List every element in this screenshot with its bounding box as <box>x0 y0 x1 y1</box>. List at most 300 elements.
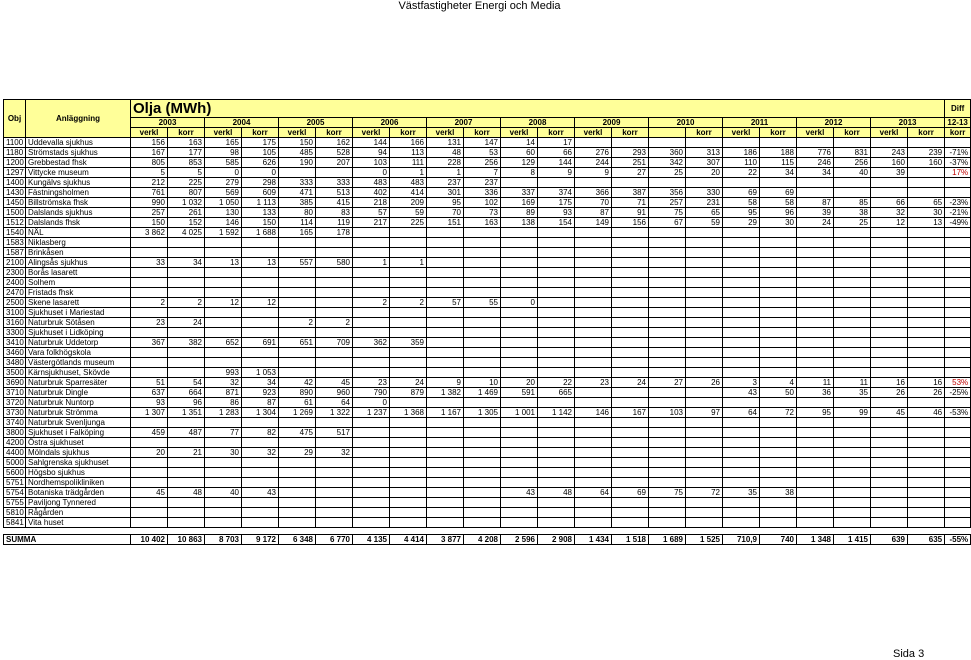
value-cell <box>797 458 834 468</box>
value-cell <box>242 248 279 258</box>
value-cell <box>131 478 168 488</box>
value-cell <box>871 368 908 378</box>
value-cell: 54 <box>168 378 205 388</box>
value-cell <box>649 268 686 278</box>
value-cell: 415 <box>316 198 353 208</box>
value-cell <box>797 268 834 278</box>
table-row <box>4 498 971 508</box>
row-id: 2470 <box>4 288 26 298</box>
value-cell <box>686 448 723 458</box>
value-cell <box>353 318 390 328</box>
value-cell <box>908 498 945 508</box>
value-cell <box>390 458 427 468</box>
spacer-cell <box>4 528 971 535</box>
value-cell: 160 <box>871 158 908 168</box>
subhead: korr <box>686 128 723 138</box>
value-cell <box>427 448 464 458</box>
value-cell <box>242 288 279 298</box>
value-cell: 21 <box>168 448 205 458</box>
diff-cell: -53% <box>945 408 971 418</box>
value-cell <box>279 458 316 468</box>
value-cell: 665 <box>538 388 575 398</box>
value-cell <box>538 518 575 528</box>
value-cell: 162 <box>316 138 353 148</box>
row-name: Dalslands sjukhus <box>26 208 131 218</box>
row-id: 3160 <box>4 318 26 328</box>
value-cell <box>649 458 686 468</box>
value-cell <box>353 438 390 448</box>
value-cell: 20 <box>501 378 538 388</box>
row-id: 1512 <box>4 218 26 228</box>
value-cell <box>205 268 242 278</box>
value-cell <box>316 238 353 248</box>
value-cell <box>871 398 908 408</box>
value-cell: 91 <box>612 208 649 218</box>
value-cell <box>575 248 612 258</box>
value-cell <box>316 458 353 468</box>
value-cell: 790 <box>353 388 390 398</box>
row-name: Billströmska fhsk <box>26 198 131 208</box>
value-cell <box>427 468 464 478</box>
value-cell: 71 <box>612 198 649 208</box>
row-id: 3720 <box>4 398 26 408</box>
diff-cell <box>945 248 971 258</box>
value-cell <box>279 308 316 318</box>
value-cell: 9 <box>538 168 575 178</box>
value-cell <box>834 328 871 338</box>
value-cell: 1 307 <box>131 408 168 418</box>
value-cell: 39 <box>797 208 834 218</box>
table-row <box>4 298 971 308</box>
row-id: 2300 <box>4 268 26 278</box>
value-cell <box>427 418 464 428</box>
value-cell <box>279 478 316 488</box>
value-cell: 1 469 <box>464 388 501 398</box>
value-cell: 103 <box>649 408 686 418</box>
value-cell: 366 <box>575 188 612 198</box>
value-cell <box>612 468 649 478</box>
value-cell <box>871 248 908 258</box>
value-cell: 167 <box>131 148 168 158</box>
value-cell <box>501 438 538 448</box>
diff-sub-header: 12-13 <box>945 118 971 128</box>
value-cell <box>205 318 242 328</box>
value-cell <box>538 508 575 518</box>
value-cell <box>834 478 871 488</box>
value-cell: 12 <box>242 298 279 308</box>
value-cell <box>427 398 464 408</box>
value-cell <box>686 498 723 508</box>
value-cell <box>649 328 686 338</box>
value-cell <box>760 298 797 308</box>
value-cell <box>575 348 612 358</box>
value-cell: 637 <box>131 388 168 398</box>
value-cell: 517 <box>316 428 353 438</box>
value-cell <box>760 438 797 448</box>
value-cell: 26 <box>908 388 945 398</box>
value-cell <box>649 258 686 268</box>
value-cell <box>723 508 760 518</box>
value-cell <box>316 328 353 338</box>
value-cell <box>760 308 797 318</box>
value-cell: 402 <box>353 188 390 198</box>
subhead: verkl <box>205 128 242 138</box>
value-cell <box>649 348 686 358</box>
row-name: Solhem <box>26 278 131 288</box>
row-name: Sjukhuset i Falköping <box>26 428 131 438</box>
value-cell <box>205 518 242 528</box>
summa-cell: 10 863 <box>168 535 205 545</box>
value-cell <box>390 318 427 328</box>
value-cell: 29 <box>279 448 316 458</box>
value-cell <box>612 338 649 348</box>
value-cell <box>464 458 501 468</box>
row-id: 3100 <box>4 308 26 318</box>
value-cell <box>501 448 538 458</box>
value-cell <box>834 518 871 528</box>
value-cell <box>168 248 205 258</box>
value-cell <box>686 458 723 468</box>
value-cell <box>279 168 316 178</box>
value-cell: 11 <box>797 378 834 388</box>
value-cell <box>501 288 538 298</box>
value-cell <box>908 278 945 288</box>
diff-cell: -23% <box>945 198 971 208</box>
value-cell <box>760 428 797 438</box>
value-cell <box>834 288 871 298</box>
value-cell <box>575 288 612 298</box>
value-cell: 0 <box>353 398 390 408</box>
value-cell: 9 <box>575 168 612 178</box>
value-cell <box>168 358 205 368</box>
row-id: 2400 <box>4 278 26 288</box>
value-cell: 150 <box>279 138 316 148</box>
value-cell <box>390 488 427 498</box>
value-cell <box>501 518 538 528</box>
value-cell <box>316 518 353 528</box>
value-cell <box>575 458 612 468</box>
value-cell <box>760 348 797 358</box>
value-cell <box>723 498 760 508</box>
table-row <box>4 268 971 278</box>
value-cell: 805 <box>131 158 168 168</box>
row-name: Sahlgrenska sjukhuset <box>26 458 131 468</box>
value-cell: 374 <box>538 188 575 198</box>
value-cell <box>834 468 871 478</box>
value-cell <box>649 388 686 398</box>
spacer-row <box>4 528 971 535</box>
value-cell: 98 <box>205 148 242 158</box>
value-cell <box>501 508 538 518</box>
value-cell <box>760 178 797 188</box>
value-cell: 2 <box>316 318 353 328</box>
value-cell <box>871 138 908 148</box>
value-cell <box>612 498 649 508</box>
value-cell: 165 <box>205 138 242 148</box>
value-cell <box>427 338 464 348</box>
value-cell: 2 <box>168 298 205 308</box>
diff-cell <box>945 438 971 448</box>
value-cell: 385 <box>279 198 316 208</box>
value-cell <box>723 398 760 408</box>
subhead: verkl <box>131 128 168 138</box>
value-cell: 50 <box>760 388 797 398</box>
value-cell <box>649 518 686 528</box>
value-cell <box>353 248 390 258</box>
value-cell: 279 <box>205 178 242 188</box>
value-cell <box>575 228 612 238</box>
value-cell: 1 <box>427 168 464 178</box>
value-cell <box>390 308 427 318</box>
value-cell <box>908 478 945 488</box>
row-id: 1587 <box>4 248 26 258</box>
value-cell <box>797 488 834 498</box>
value-cell <box>427 278 464 288</box>
row-name: Borås lasarett <box>26 268 131 278</box>
value-cell: 23 <box>353 378 390 388</box>
value-cell <box>723 298 760 308</box>
value-cell <box>871 518 908 528</box>
summa-label: SUMMA <box>4 535 131 545</box>
value-cell <box>612 298 649 308</box>
value-cell: 257 <box>131 208 168 218</box>
value-cell: 7 <box>464 168 501 178</box>
value-cell: 1 001 <box>501 408 538 418</box>
value-cell <box>612 258 649 268</box>
value-cell <box>464 428 501 438</box>
value-cell <box>501 398 538 408</box>
value-cell: 23 <box>575 378 612 388</box>
value-cell <box>649 278 686 288</box>
table-row <box>4 328 971 338</box>
table-row <box>4 478 971 488</box>
value-cell <box>723 228 760 238</box>
value-cell: 87 <box>242 398 279 408</box>
value-cell <box>427 258 464 268</box>
diff-cell <box>945 258 971 268</box>
value-cell <box>908 338 945 348</box>
value-cell <box>612 238 649 248</box>
value-cell <box>390 428 427 438</box>
summa-cell: 6 770 <box>316 535 353 545</box>
diff-cell <box>945 448 971 458</box>
value-cell <box>279 468 316 478</box>
row-name: Sjukhuset i Lidköping <box>26 328 131 338</box>
subhead <box>649 128 686 138</box>
value-cell <box>205 468 242 478</box>
value-cell <box>501 238 538 248</box>
diff-cell <box>945 228 971 238</box>
row-id: 2500 <box>4 298 26 308</box>
summa-cell: 639 <box>871 535 908 545</box>
value-cell <box>205 508 242 518</box>
row-name: Nordhemspolikliniken <box>26 478 131 488</box>
table-row <box>4 488 971 498</box>
row-id: 5755 <box>4 498 26 508</box>
value-cell <box>168 328 205 338</box>
value-cell: 293 <box>612 148 649 158</box>
value-cell <box>723 138 760 148</box>
subhead: korr <box>760 128 797 138</box>
value-cell <box>612 368 649 378</box>
value-cell: 72 <box>760 408 797 418</box>
value-cell: 342 <box>649 158 686 168</box>
value-cell: 34 <box>760 168 797 178</box>
value-cell <box>834 188 871 198</box>
value-cell: 651 <box>279 338 316 348</box>
value-cell: 1 050 <box>205 198 242 208</box>
value-cell <box>797 188 834 198</box>
value-cell <box>427 268 464 278</box>
row-name: Vittycke museum <box>26 168 131 178</box>
value-cell <box>464 288 501 298</box>
value-cell <box>242 278 279 288</box>
row-name: Skene lasarett <box>26 298 131 308</box>
summa-cell: 4 414 <box>390 535 427 545</box>
value-cell <box>242 238 279 248</box>
value-cell <box>686 288 723 298</box>
value-cell <box>131 518 168 528</box>
value-cell: 75 <box>649 208 686 218</box>
value-cell <box>686 368 723 378</box>
value-cell <box>723 428 760 438</box>
value-cell <box>279 438 316 448</box>
value-cell <box>131 418 168 428</box>
value-cell <box>908 228 945 238</box>
value-cell: 3 <box>723 378 760 388</box>
value-cell: 0 <box>205 168 242 178</box>
value-cell: 93 <box>131 398 168 408</box>
value-cell: 96 <box>168 398 205 408</box>
value-cell <box>723 478 760 488</box>
diff-cell: -37% <box>945 158 971 168</box>
value-cell <box>464 258 501 268</box>
value-cell <box>908 428 945 438</box>
row-name: Uddevalla sjukhus <box>26 138 131 148</box>
value-cell: 20 <box>131 448 168 458</box>
value-cell: 69 <box>723 188 760 198</box>
value-cell <box>871 428 908 438</box>
value-cell: 459 <box>131 428 168 438</box>
value-cell <box>834 488 871 498</box>
value-cell: 251 <box>612 158 649 168</box>
value-cell <box>834 228 871 238</box>
value-cell <box>168 288 205 298</box>
energy-table <box>3 99 971 545</box>
row-name: Niklasberg <box>26 238 131 248</box>
value-cell: 115 <box>760 158 797 168</box>
value-cell <box>427 228 464 238</box>
value-cell <box>427 368 464 378</box>
value-cell <box>205 478 242 488</box>
value-cell <box>908 268 945 278</box>
value-cell <box>908 358 945 368</box>
value-cell <box>501 328 538 338</box>
row-name: Naturbruk Dingle <box>26 388 131 398</box>
value-cell: 73 <box>464 208 501 218</box>
value-cell: 152 <box>168 218 205 228</box>
value-cell: 24 <box>390 378 427 388</box>
value-cell: 24 <box>168 318 205 328</box>
value-cell <box>649 468 686 478</box>
diff-cell <box>945 308 971 318</box>
value-cell <box>316 288 353 298</box>
value-cell: 86 <box>205 398 242 408</box>
value-cell: 55 <box>464 298 501 308</box>
value-cell <box>464 278 501 288</box>
value-cell: 36 <box>797 388 834 398</box>
value-cell <box>686 308 723 318</box>
value-cell: 165 <box>279 228 316 238</box>
row-name: Grebbestad fhsk <box>26 158 131 168</box>
value-cell <box>575 418 612 428</box>
value-cell <box>723 258 760 268</box>
value-cell: 1 322 <box>316 408 353 418</box>
value-cell <box>686 268 723 278</box>
table-row <box>4 348 971 358</box>
value-cell <box>242 308 279 318</box>
value-cell: 307 <box>686 158 723 168</box>
value-cell <box>501 458 538 468</box>
value-cell: 64 <box>723 408 760 418</box>
row-name: Kärnsjukhuset, Skövde <box>26 368 131 378</box>
value-cell <box>760 268 797 278</box>
value-cell: 993 <box>205 368 242 378</box>
value-cell <box>316 278 353 288</box>
value-cell: 64 <box>316 398 353 408</box>
value-cell <box>649 358 686 368</box>
value-cell <box>797 338 834 348</box>
table-row <box>4 168 971 178</box>
value-cell <box>834 308 871 318</box>
value-cell <box>316 468 353 478</box>
value-cell <box>834 338 871 348</box>
diff-cell <box>945 458 971 468</box>
diff-cell: -49% <box>945 218 971 228</box>
diff-header: Diff <box>945 100 971 118</box>
value-cell <box>501 228 538 238</box>
value-cell <box>612 178 649 188</box>
summa-cell: 9 172 <box>242 535 279 545</box>
value-cell <box>353 358 390 368</box>
row-id: 1297 <box>4 168 26 178</box>
value-cell: 1 688 <box>242 228 279 238</box>
value-cell <box>612 318 649 328</box>
value-cell <box>871 438 908 448</box>
value-cell: 43 <box>242 488 279 498</box>
row-name: Vita huset <box>26 518 131 528</box>
row-name: Dalslands fhsk <box>26 218 131 228</box>
value-cell <box>168 498 205 508</box>
value-cell <box>575 448 612 458</box>
value-cell <box>316 268 353 278</box>
value-cell <box>242 418 279 428</box>
value-cell <box>427 488 464 498</box>
diff-cell <box>945 328 971 338</box>
value-cell <box>797 178 834 188</box>
subhead: korr <box>390 128 427 138</box>
row-id: 5751 <box>4 478 26 488</box>
value-cell <box>501 358 538 368</box>
row-id: 1450 <box>4 198 26 208</box>
value-cell: 65 <box>908 198 945 208</box>
value-cell <box>242 358 279 368</box>
value-cell: 34 <box>242 378 279 388</box>
value-cell <box>834 138 871 148</box>
value-cell <box>538 328 575 338</box>
value-cell <box>575 518 612 528</box>
summa-cell: 740 <box>760 535 797 545</box>
